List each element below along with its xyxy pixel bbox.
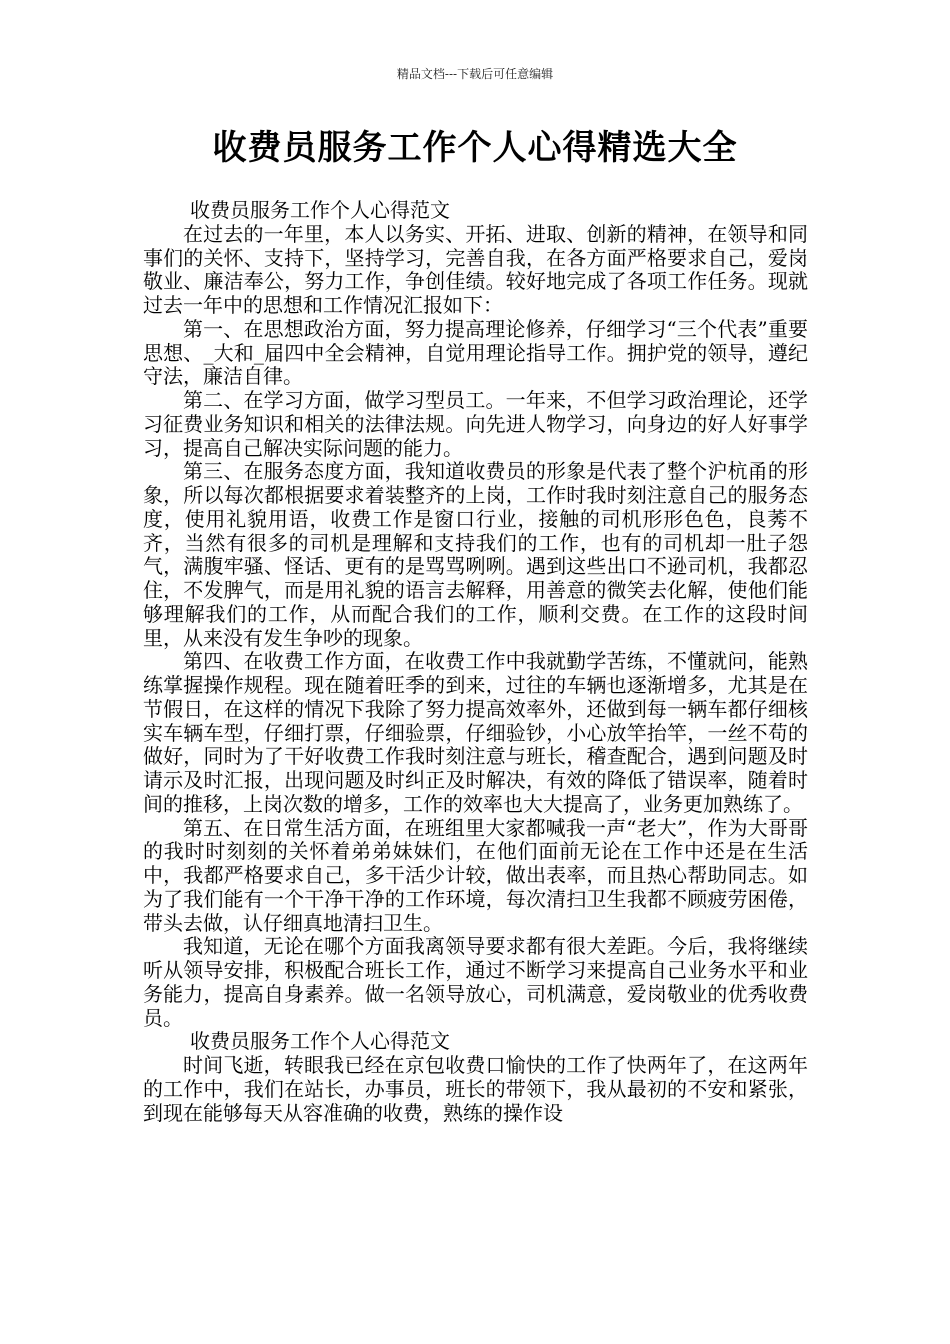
paragraph-point-3: 第三、在服务态度方面，我知道收费员的形象是代表了整个沪杭甬的形象，所以每次都根据要求着装整齐的上岗，工作时我时刻注意自己的服务态度，使用礼貌用语，收费工作是窗口行业，接触的司机形形色色，良莠不齐，当然有很多的司机是理解和支持我们的工作，也有的司机却一肚子怨气，满腹牢骚、怪话、更有的是骂骂咧咧。遇到这些出口不逊司机，我都忍住，不发脾气，而是用礼貌的语言去解释，用善意的微笑去化解，使他们能够理解我们的工作，从而配合我们的工作，顺利交费。在工作的这段时间里，从来没有发生争吵的现象。 [143,459,808,650]
section-heading: 收费员服务工作个人心得范文 [190,1029,450,1054]
paragraph-intro: 在过去的一年里，本人以务实、开拓、进取、创新的精神，在领导和同事们的关怀、支持下，坚持学习，完善自我，在各方面严格要求自己，爱岗敬业、廉洁奉公，努力工作，争创佳绩。较好地完成了各项工作任务。现就过去一年中的思想和工作情况汇报如下： [143,221,808,317]
document-title: 收费员服务工作个人心得精选大全 [212,128,738,168]
section-heading: 收费员服务工作个人心得范文 [190,198,450,222]
paragraph-point-4: 第四、在收费工作方面，在收费工作中我就勤学苦练，不懂就问，能熟练掌握操作规程。现在随着旺季的到来，过往的车辆也逐渐增多，尤其是在节假日，在这样的情况下我除了努力提高效率外，还做到每一辆车都仔细核实车辆车型，仔细打票，仔细验票，仔细验钞，小心放竿抬竿，一丝不苟的做好，同时为了干好收费工作我时刻注意与班长，稽查配合，遇到问题及时请示及时汇报，出现问题及时纠正及时解决，有效的降低了错误率，随着时间的推移，上岗次数的增多，工作的效率也大大提高了，业务更加熟练了。 [143,649,808,816]
paragraph-point-5: 第五、在日常生活方面，在班组里大家都喊我一声“老大”，作为大哥哥的我时时刻刻的关怀着弟弟妹妹们，在他们面前无论在工作中还是在生活中，我都严格要求自己，多干活少计较，做出表率，而且热心帮助同志。如为了我们能有一个干净干净的工作环境，每次清扫卫生我都不顾疲劳困倦，带头去做，认仔细真地清扫卫生。 [143,815,808,935]
paragraph-point-1: 第一、在思想政治方面，努力提高理论修养，仔细学习“三个代表”重要思想、_大和_届四中全会精神，自觉用理论指导工作。拥护党的领导，遵纪守法，廉洁自律。 [143,316,808,389]
paragraph-point-2: 第二、在学习方面，做学习型员工。一年来，不但学习政治理论，还学习征费业务知识和相关的法律法规。向先进人物学习，向身边的好人好事学习，提高自己解决实际问题的能力。 [143,388,808,460]
document-body [143,199,808,1125]
paragraph-conclusion: 我知道，无论在哪个方面我离领导要求都有很大差距。今后，我将继续听从领导安排，积极配合班长工作，通过不断学习来提高自己业务水平和业务能力，提高自身素养。做一名领导放心，司机满意，爱岗敬业的优秀收费员。 [143,934,808,1030]
paragraph-second-essay: 时间飞逝，转眼我已经在京包收费口愉快的工作了快两年了，在这两年的工作中，我们在站长，办事员，班长的带领下，我从最初的不安和紧张，到现在能够每天从容准确的收费，熟练的操作设 [143,1053,808,1125]
header-note: 精品文档---下载后可任意编辑 [396,67,554,81]
